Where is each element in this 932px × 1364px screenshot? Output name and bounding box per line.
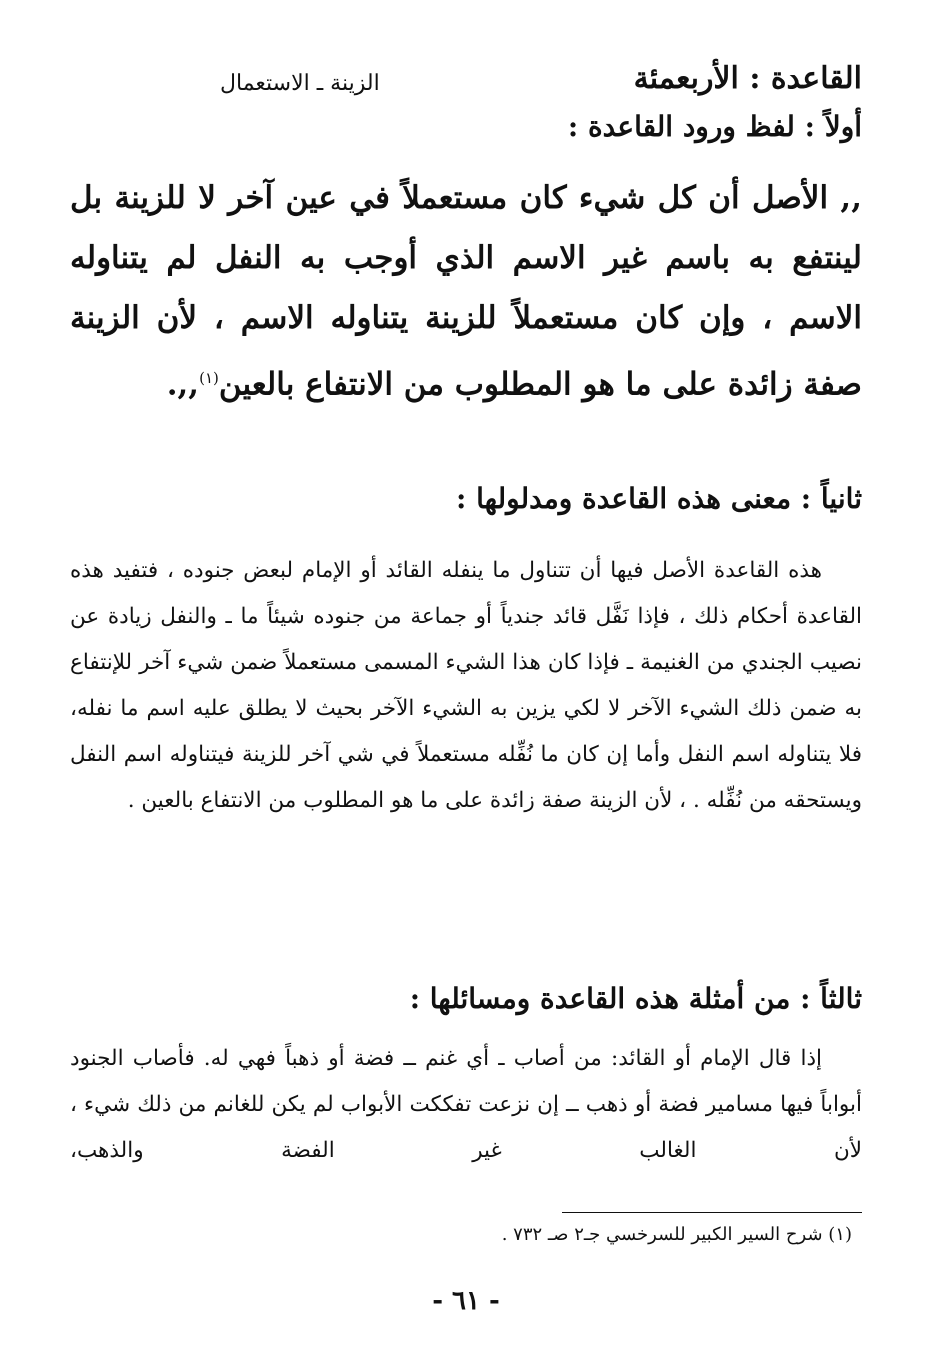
quote-end: ,,.: [166, 366, 200, 403]
page-header: [70, 52, 862, 96]
section-title-2: ثانياً : معنى هذه القاعدة ومدلولها :: [456, 482, 862, 515]
running-head: الزينة ـ الاستعمال: [220, 71, 380, 96]
rule-quote: [70, 168, 862, 414]
footnote: [70, 1224, 862, 1245]
rule-name: القاعدة : الأربعمئة: [633, 61, 862, 96]
footnote-reference: (١): [199, 369, 219, 387]
page-number: - ٦١ -: [432, 1286, 500, 1316]
section-title-1: أولاً : لفظ ورود القاعدة :: [567, 110, 862, 143]
footnote-text: شرح السير الكبير للسرخسي جـ٢ صـ ٧٣٢ .: [501, 1224, 823, 1245]
paragraph: إذا قال الإمام أو القائد: من أصاب ـ أي غنم ــ فضة أو ذهباً فهي له. فأصاب الجنود أبواباً فيها مسامير فضة أو ذهب ــ إن نزعت تفككت الأبواب لم يكن للغانم من ذلك شيء ، لأن الغالب غير الفضة والذهب،: [70, 1046, 862, 1163]
section-3-body: [70, 1036, 862, 1174]
section-title-3: ثالثاً : من أمثلة هذه القاعدة ومسائلها :: [409, 982, 862, 1015]
section-2-body: [70, 548, 862, 824]
footnote-divider: [562, 1212, 862, 1213]
paragraph: هذه القاعدة الأصل فيها أن تتناول ما ينفله القائد أو الإمام لبعض جنوده ، فتفيد هذه القاعدة أحكام ذلك ، فإذا نَفَّل قائد جندياً أو جماعة من جنوده شيئاً ما ـ والنفل زيادة عن نصيب الجندي من الغنيمة ـ فإذا كان هذا الشيء المسمى مستعملاً ضمن شيء آخر للإنتفاع به ضمن ذلك الشيء الآخر لا لكي يزين به الشيء الآخر بحيث لا يطلق عليه اسم ما نفله، فلا يتناوله اسم النفل وأما إن كان ما نُفِّله مستعملاً في شي آخر للزينة فيتناوله اسم النفل ويستحقه من نُفِّله . ، لأن الزينة صفة زائدة على ما هو المطلوب من الانتفاع بالعين .: [70, 558, 862, 813]
footnote-number: (١): [828, 1224, 852, 1245]
quote-text: ,, الأصل أن كل شيء كان مستعملاً في عين آخر لا للزينة بل لينتفع به باسم غير الاسم الذي أوجب به النفل لم يتناوله الاسم ، وإن كان مستعملاً للزينة يتناوله الاسم ، لأن الزينة صفة زائدة على ما هو المطلوب من الانتفاع بالعين: [70, 180, 862, 403]
